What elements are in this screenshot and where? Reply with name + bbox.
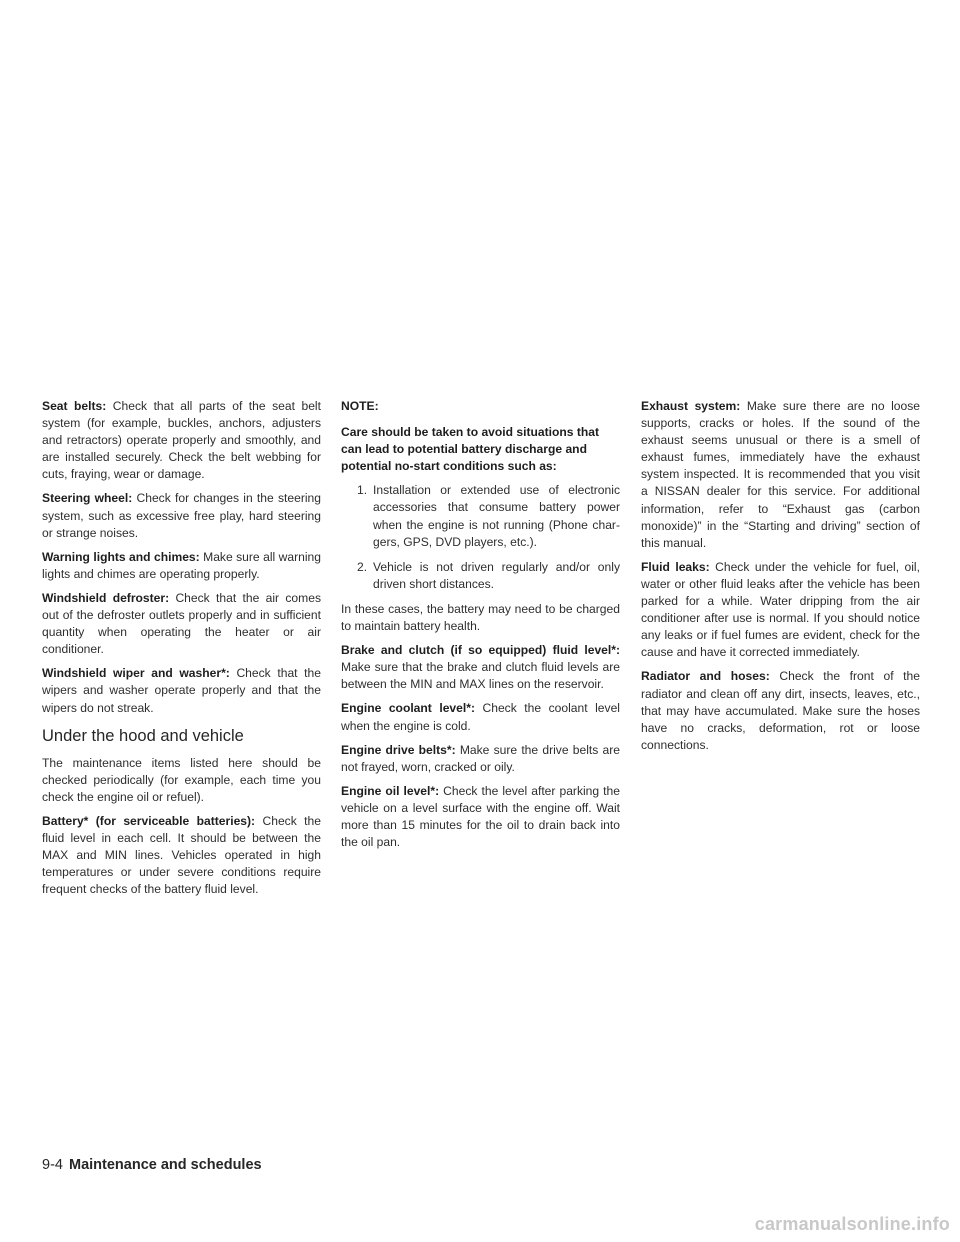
column-2 — [341, 398, 620, 858]
warning-lights-label: Warning lights and chimes: — [42, 549, 200, 564]
fluid-leaks-label: Fluid leaks: — [641, 559, 710, 574]
steering-wheel-item — [42, 490, 321, 541]
brake-fluid-item — [341, 642, 620, 693]
exhaust-system-label: Exhaust system: — [641, 399, 741, 413]
engine-oil-item — [341, 783, 620, 851]
windshield-defroster-label: Windshield defroster: — [42, 590, 170, 605]
coolant-text: Check the coolant level when the engine is cold. — [341, 701, 620, 733]
brake-fluid-label: Brake and clutch (if so equipped) fluid level*: — [341, 643, 620, 658]
battery-item — [42, 813, 321, 898]
steering-wheel-label: Steering wheel: — [42, 491, 133, 506]
seat-belts-text: Check that all parts of the seat belt system (for example, buckles, anchors, adjusters and retractors) operate properly and smoothly, and are installed securely. Check the belt webbing for cuts, fraying, wear or damage. — [42, 399, 321, 482]
warning-lights-text: Make sure all warning lights and chimes are operating properly. — [42, 549, 321, 581]
list-item-number: 2. — [357, 559, 368, 574]
drive-belts-label: Engine drive belts*: — [341, 742, 456, 757]
note-heading: NOTE: — [341, 399, 379, 413]
windshield-defroster-item — [42, 590, 321, 658]
seat-belts-item — [42, 398, 321, 483]
section-intro: The maintenance items listed here should be checked periodically (for example, each time you check the engine oil or refuel). — [42, 755, 321, 804]
brake-fluid-text: Make sure that the brake and clutch fluid levels are between the MIN and MAX lines on the reservoir. — [341, 660, 620, 692]
coolant-item — [341, 700, 620, 734]
cases-text: In these cases, the battery may need to be charged to maintain battery health. — [341, 601, 620, 634]
page-number: 9-4 — [42, 1157, 63, 1173]
list-item-text: Installation or extended use of electronic accessories that consume battery power when the engine is not running (Phone chargers, GPS, DVD players, etc.). — [373, 483, 620, 549]
fluid-leaks-text: Check under the vehicle for fuel, oil, water or other fluid leaks after the vehicle has been parked for a while. Water dripping from the air conditioner after use is normal. If you should notice any leaks or if fuel fumes are evident, check for the cause and have it corrected immediately. — [641, 559, 920, 660]
list-item — [341, 482, 620, 550]
warning-lights-item — [42, 549, 321, 583]
list-item-text: Vehicle is not driven regularly and/or only driven short distances. — [373, 559, 620, 591]
drive-belts-text: Make sure the drive belts are not frayed, worn, cracked or oily. — [341, 742, 620, 774]
exhaust-system-text: Make sure there are no loose supports, cracks or holes. If the sound of the exhaust seems unusual or there is a smell of exhaust fumes, immediately have the exhaust system inspected. It is recommended that you visit a NISSAN dealer for this service. For additional information, refer to “Exhaust gas (carbon monoxide)” in the “Starting and driving” section of this manual. — [641, 399, 920, 550]
fluid-leaks-item — [641, 559, 920, 662]
battery-text: Check the fluid level in each cell. It should be between the MAX and MIN lines. Vehicles operated in high temperatures or under severe conditions require frequent checks of the battery fluid level. — [42, 813, 321, 897]
wiper-washer-item — [42, 665, 321, 716]
note-warning-text: Care should be taken to avoid situations that can lead to potential battery discharge and potential no-start conditions such as: — [341, 425, 600, 474]
column-3 — [641, 398, 920, 761]
wiper-washer-label: Windshield wiper and washer*: — [42, 666, 230, 681]
steering-wheel-text: Check for changes in the steering system, such as excessive free play, hard steering or strange noises. — [42, 491, 321, 540]
list-item-number: 1. — [357, 483, 368, 498]
engine-oil-text: Check the level after parking the vehicle on a level surface with the engine off. Wait more than 15 minutes for the oil to drain back into the oil pan. — [341, 783, 620, 850]
list-item — [341, 559, 620, 593]
engine-oil-label: Engine oil level*: — [341, 783, 440, 798]
wiper-washer-text: Check that the wipers and washer operate properly and that the wipers do not streak. — [42, 666, 321, 715]
radiator-hoses-label: Radiator and hoses: — [641, 669, 770, 684]
coolant-label: Engine coolant level*: — [341, 701, 475, 716]
exhaust-system-item — [641, 398, 920, 552]
drive-belts-item — [341, 742, 620, 776]
windshield-defroster-text: Check that the air comes out of the defroster outlets properly and in sufficient quantity when operating the heater or air conditioner. — [42, 590, 321, 657]
radiator-hoses-text: Check the front of the radiator and clean off any dirt, insects, leaves, etc., that may have accumulated. Make sure the hoses have no cracks, deformation, rot or loose connections. — [641, 669, 920, 752]
watermark: carmanualsonline.info — [754, 1214, 950, 1234]
seat-belts-label: Seat belts: — [42, 399, 107, 413]
note-list — [341, 482, 620, 593]
column-1 — [42, 398, 321, 905]
page-footer — [42, 1156, 262, 1174]
radiator-hoses-item — [641, 668, 920, 753]
footer-section-title: Maintenance and schedules — [69, 1157, 262, 1173]
section-heading: Under the hood and vehicle — [42, 726, 244, 745]
battery-label: Battery* (for serviceable batteries): — [42, 813, 256, 828]
